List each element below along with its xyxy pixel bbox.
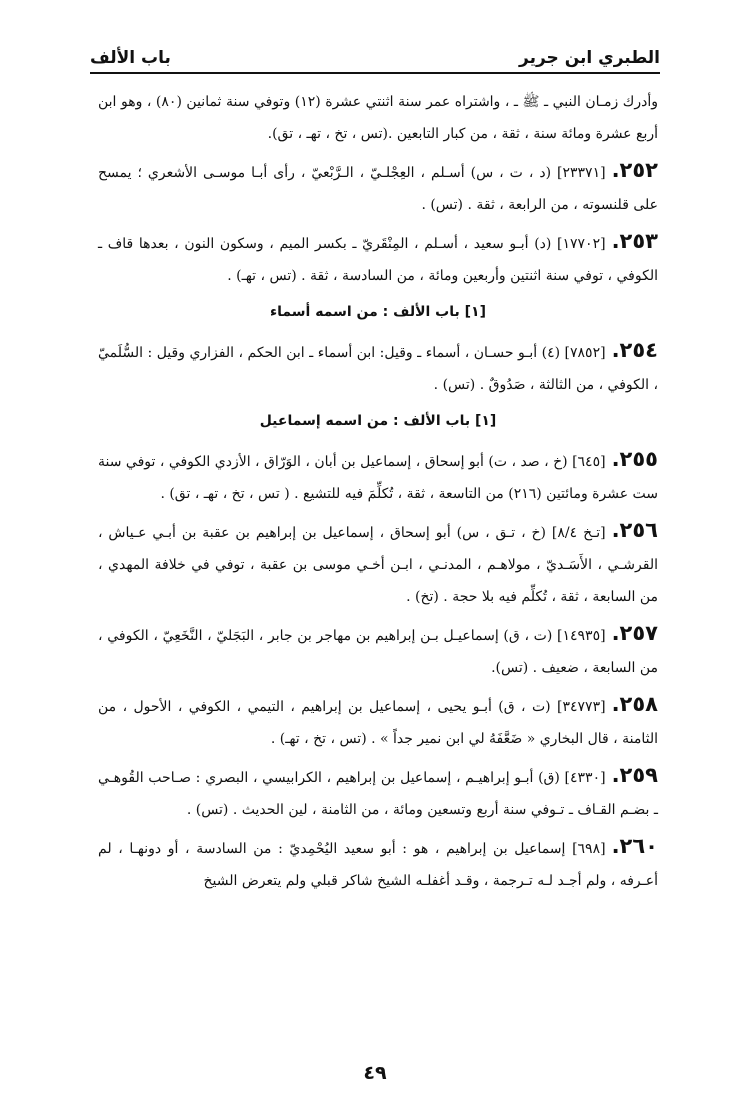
entry-text: [١٤٩٣٥] (ت ، ق) إسماعيـل بـن إبراهيم بن مهاجر بن جابر ، البَجَليّ ، النَّخَعِيّ ، الكوفي ، من السابعة ، ضعيف . (تس). [98, 628, 658, 676]
intro-line-2: ابن أربع عشرة ومائة سنة ، ثقة ، من كبار التابعين .(تس ، تخ ، تهـ ، تق). [98, 94, 658, 142]
entry-text: [٧٨٥٢] (٤) أبـو حسـان ، أسماء ـ وقيل: ابن أسماء ـ ابن الحكم ، الفزاري وقيل : السُّلَميّ ، الكوفي ، من الثالثة ، صَدُوقٌ . (تس) . [98, 345, 658, 393]
entry-260 [98, 830, 658, 897]
running-header [90, 38, 660, 74]
entry-number: ٢٥٧. [611, 621, 658, 645]
entry-number: ٢٥٦. [611, 518, 658, 542]
page-body [98, 86, 658, 901]
entry-number: ٢٥٥. [611, 447, 658, 471]
entry-258 [98, 688, 658, 755]
entry-number: ٢٥٣. [611, 229, 658, 253]
intro-line-1: وأدرك زمـان النبي ـ ﷺ ـ ، واشتراه عمر سنة اثنتي عشرة (١٢) وتوفي سنة ثمانين (٨٠) ، وهو [120, 94, 658, 110]
entry-number: ٢٦٠. [611, 834, 658, 858]
section-heading-ismail: [١] باب الألف : من اسمه إسماعيل [259, 413, 497, 429]
entry-254 [98, 334, 658, 401]
entry-252 [98, 154, 658, 221]
entry-text: [٦٤٥] (خ ، صد ، ت) أبو إسحاق ، إسماعيل بن أبان ، الوَرّاق ، الأزدي الكوفي ، توفي سنة ست عشرة ومائتين (٢١٦) من التاسعة ، ثقة ، تُكلِّمَ فيه للتشيع . ( تس ، تخ ، تهـ ، تق) . [98, 454, 658, 502]
header-chapter-title: باب الألف [90, 48, 171, 68]
entry-number: ٢٥٢. [611, 158, 658, 182]
entry-number: ٢٥٩. [611, 763, 658, 787]
section-heading-asma: [١] باب الألف : من اسمه أسماء [269, 304, 486, 320]
entry-text: [٢٣٣٧١] (د ، ت ، س) أسـلم ، العِجْلـيّ ، الـرَّبْعيّ ، رأى أبـا موسـى الأشعري ؛ يمسح على قلنسوته ، من الرابعة ، ثقة . (تس) . [98, 165, 658, 213]
entry-256 [98, 514, 658, 613]
page-number: ٤٩ [363, 1062, 387, 1084]
entry-255 [98, 443, 658, 510]
entry-253 [98, 225, 658, 292]
entry-text: [تـخ ٨/٤] (خ ، تـق ، س) أبو إسحاق ، إسماعيل بن إبراهيم بن عقبة بن أبـي عـياش ، القرشـي ، الأَسَـديّ ، مولاهـم ، المدنـي ، ابـن أخـي موسى بن عقبة ، توفي في خلافة المهدي ، من السابعة ، ثقة ، تُكلِّم فيه بلا حجة . (تخ) . [98, 525, 658, 605]
intro-paragraph [98, 86, 658, 150]
entry-257 [98, 617, 658, 684]
entry-text: [٦٩٨] إسماعيل بن إبراهيم ، هو : أبو سعيد اليُحْمِديّ : من السادسة ، أو دونهـا ، لم أعـرفه ، ولم أجـد لـه تـرجمة ، وقـد أغفلـه الشيخ شاكر قبلي ولم يتعرض الشيخ [98, 841, 658, 889]
entry-number: ٢٥٨. [611, 692, 658, 716]
header-book-title: الطبري ابن جرير [519, 48, 660, 68]
entry-text: [٤٣٣٠] (ق) أبـو إبراهيـم ، إسماعيل بن إبراهيم ، الكرابيسي ، البصري : صـاحب القُوهـي ـ بضـم القـاف ـ تـوفي سنة أربع وتسعين ومائة ، من الثامنة ، لين الحديث . (تس) . [98, 770, 658, 818]
entry-number: ٢٥٤. [611, 338, 658, 362]
entry-text: [٣٤٧٧٣] (ت ، ق) أبـو يحيى ، إسماعيل بن إبراهيم ، التيمي ، الكوفي ، الأحول ، من الثامنة ، قال البخاري « ضَعَّفَهُ لي ابن نمير جداً » . (تس ، تخ ، تهـ) . [98, 699, 658, 747]
entry-259 [98, 759, 658, 826]
entry-text: [١٧٧٠٢] (د) أبـو سعيد ، أسـلم ، المِنْقَريّ ـ بكسر الميم ، وسكون النون ، بعدها قاف ـ الكوفي ، توفي سنة اثنتين وأربعين ومائة ، من السادسة ، ثقة . (تس ، تهـ) . [98, 236, 658, 284]
